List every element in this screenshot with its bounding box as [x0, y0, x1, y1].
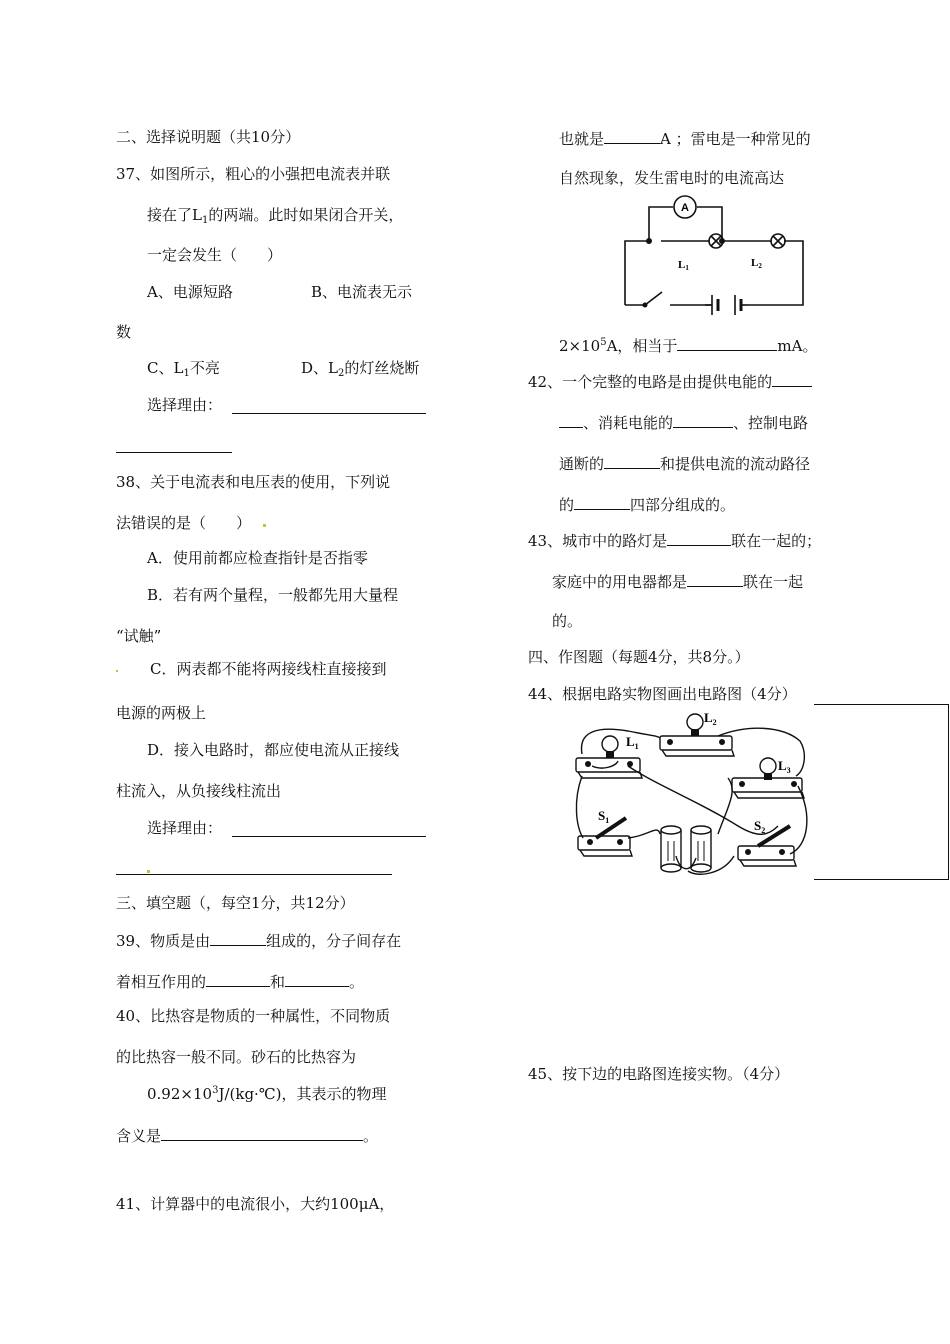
q37-option-b-cont: 数 [116, 323, 132, 341]
q44-prompt: 44、根据电路实物图画出电路图（4分） [528, 685, 797, 703]
q38-option-a: A．使用前都应检查指针是否指零 [147, 549, 368, 567]
q39-blank-2[interactable] [206, 970, 270, 987]
q38-reason-blank[interactable] [232, 836, 426, 837]
section-3-title: 三、填空题（，每空1分，共12分） [116, 894, 355, 912]
q41-right-line1: 也就是 A ；雷电是一种常见的 [559, 127, 811, 149]
q37-reason: 选择理由： [147, 396, 223, 414]
q40-line3: $0.92\times 10^3J/(kg\cdot℃)$，其表示的物理 [147, 1085, 387, 1103]
svg-text:L2: $L_2$ [704, 710, 717, 727]
q40-line4: 含义是 。 [116, 1124, 378, 1146]
circuit-figure-2 [568, 706, 818, 881]
q42-blank-4[interactable] [574, 493, 630, 510]
q37-option-c: C、$L_1$不亮 [147, 359, 220, 379]
q43-line3: 的。 [552, 612, 583, 630]
q39-line1: 39、物质是由 组成的，分子间存在 [116, 929, 401, 951]
q37-reason-blank[interactable] [232, 413, 426, 414]
lamp2-label: L [751, 257, 759, 269]
fig2-l1-label: L [626, 734, 635, 749]
q39-line2: 着相互作用的 和 。 [116, 970, 364, 992]
q38-reason: 选择理由： [147, 819, 223, 837]
svg-text:S2: $S_2$ [754, 818, 766, 835]
q44-answer-box[interactable] [814, 704, 949, 880]
q42-blank-1a[interactable] [772, 370, 812, 387]
q42-line4: 的 四部分组成的。 [559, 493, 735, 515]
q38-option-b: B．若有两个量程，一般都先用大量程 [147, 586, 399, 604]
svg-text:L1: L1 [678, 259, 689, 272]
q38-line1: 38、关于电流表和电压表的使用，下列说 [116, 473, 391, 491]
q38-option-d-cont: 柱流入，从负接线柱流出 [116, 782, 282, 800]
speck [263, 524, 266, 527]
q41-right-line3: $2\times 10^5A$，相当于 mA。 [559, 334, 817, 356]
q42-blank-3[interactable] [604, 452, 660, 469]
q38-option-c-cont: 电源的两极上 [116, 704, 207, 722]
svg-text:S1: $S_1$ [598, 808, 610, 825]
fig2-l3-label: L [778, 758, 787, 773]
q37-line1: 37、如图所示，粗心的小强把电流表并联 [116, 165, 391, 183]
q37-option-a: A、电源短路 [147, 283, 233, 301]
svg-text:L2: L2 [751, 257, 762, 270]
svg-text:L1: $L_1$ [626, 734, 639, 751]
q38-reason-blank-2[interactable] [116, 874, 392, 875]
q38-option-d: D．接入电路时，都应使电流从正接线 [147, 741, 400, 759]
q39-blank-1[interactable] [210, 929, 266, 946]
q42-line1: 42、一个完整的电路是由提供电能的 [528, 370, 812, 392]
q43-blank-2[interactable] [687, 570, 743, 587]
section-4-title: 四、作图题（每题4分，共8分。） [528, 648, 750, 666]
q39-blank-3[interactable] [285, 970, 349, 987]
speck [147, 870, 150, 873]
q41-line1: 41、计算器中的电流很小，大约100μA， [116, 1195, 395, 1213]
q41-blank-2[interactable] [677, 334, 777, 351]
q38-option-b-cont: “试触” [116, 627, 162, 645]
fig2-s2-label: S [754, 818, 762, 833]
q42-line2: 、消耗电能的 、控制电路 [559, 411, 808, 433]
q40-line2: 的比热容一般不同。砂石的比热容为 [116, 1048, 357, 1066]
svg-text:L3: $L_3$ [778, 758, 791, 775]
speck [116, 670, 118, 672]
q43-blank-1[interactable] [667, 529, 731, 546]
q40-blank[interactable] [161, 1124, 363, 1141]
q41-blank-1[interactable] [604, 127, 660, 144]
q37-reason-blank-2[interactable] [116, 452, 232, 453]
q37-option-b: B、电流表无示 [311, 283, 413, 301]
q37-line3: 一定会发生（ ） [147, 246, 283, 264]
q42-line3: 通断的 和提供电流的流动路径 [559, 452, 810, 474]
q40-line1: 40、比热容是物质的一种属性，不同物质 [116, 1007, 391, 1025]
q37-option-d: D、$L_2$的灯丝烧断 [301, 359, 420, 379]
q41-right-line2: 自然现象，发生雷电时的电流高达 [559, 169, 785, 187]
lamp1-label: L [678, 259, 686, 271]
q42-blank-1b[interactable] [559, 411, 583, 428]
circuit-figure-1 [615, 193, 815, 318]
q43-line2: 家庭中的用电器都是 联在一起 [552, 570, 803, 592]
ammeter-label: A [681, 202, 689, 214]
fig2-s1-label: S [598, 808, 606, 823]
q42-blank-2[interactable] [673, 411, 733, 428]
q38-line2: 法错误的是（ ） [116, 514, 252, 532]
q45-prompt: 45、按下边的电路图连接实物。（4分） [528, 1065, 790, 1083]
q37-line2: 接在了$L_1$的两端。此时如果闭合开关， [147, 206, 404, 226]
q38-option-c: C．两表都不能将两接线柱直接接到 [150, 660, 387, 678]
fig2-l2-label: L [704, 710, 713, 725]
q43-line1: 43、城市中的路灯是 联在一起的； [528, 529, 821, 551]
section-2-title: 二、选择说明题（共10分） [116, 128, 301, 146]
